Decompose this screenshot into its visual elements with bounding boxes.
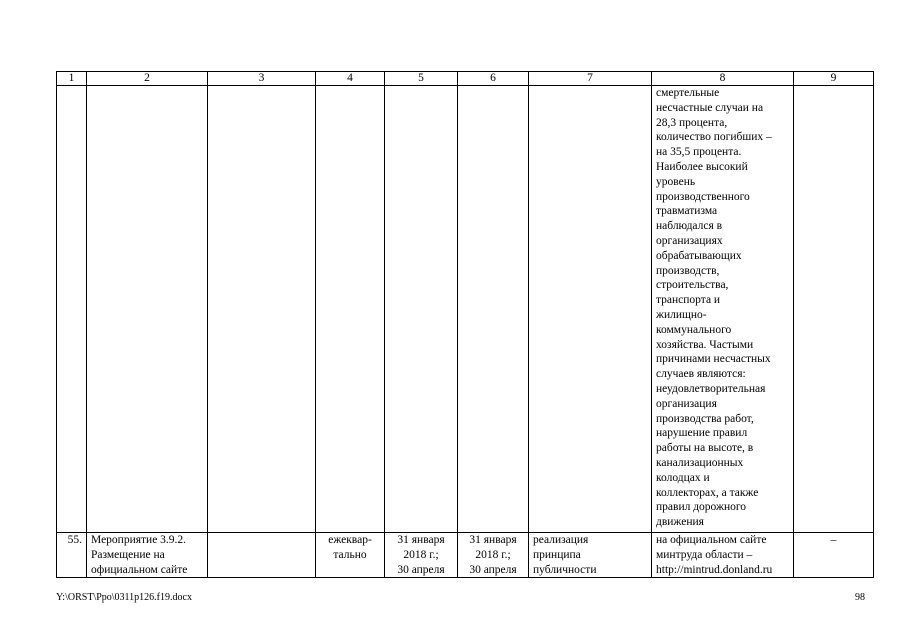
row55-col2-text [91,533,203,577]
text-line: смертельные [656,87,720,99]
row55-col7-text [533,533,647,577]
text-line: 28,3 процента, [656,116,728,129]
text-line: реализация [533,534,589,546]
text-line: жилищно- [656,308,707,321]
text-line: на официальном сайте [656,534,767,546]
row55-col5 [385,533,458,578]
text-line: производств, [656,264,720,277]
text-line: правил дорожного [656,501,747,514]
text-line: канализационных [656,456,744,469]
header-col-4: 4 [316,72,385,86]
column-number-header-row [57,72,874,86]
text-line: ежеквар- [328,534,372,546]
continuation-row [57,86,874,533]
header-col-1: 1 [57,72,87,86]
header-col-8: 8 [652,72,794,86]
text-line: количество погибших – [656,131,772,144]
cont-cell-6 [458,86,529,533]
text-line: минтруда области – [656,548,753,561]
footer-page-number: 98 [855,592,865,603]
text-line: 31 января [469,534,517,546]
text-line: производственного [656,190,750,203]
text-line: движения [656,516,704,529]
cont-cell-7 [529,86,652,533]
row55-col9: – [794,533,874,578]
row55-col8-text [656,533,789,577]
text-line: 31 января [397,534,445,546]
text-line: несчастные случаи на [656,101,764,114]
text-line: официальном сайте [91,563,188,576]
text-line: http://mintrud.donland.ru [656,563,773,576]
text-line: Мероприятие 3.9.2. [91,534,187,546]
text-line: обрабатывающих [656,249,742,262]
cont-cell-9 [794,86,874,533]
text-line: 2018 г.; [403,548,439,561]
header-col-9: 9 [794,72,874,86]
header-col-6: 6 [458,72,529,86]
cont-cell-3 [208,86,316,533]
text-line: организациях [656,234,723,247]
text-line: организация [656,397,717,410]
text-line: на 35,5 процента. [656,146,742,159]
row55-number: 55. [57,533,87,578]
row55-col8 [652,533,794,578]
row55-col3 [208,533,316,578]
footer-file-path: Y:\ORST\Ppo\0311p126.f19.docx [56,592,192,603]
table-row-55 [57,533,874,578]
text-line: производства работ, [656,412,754,425]
row55-col5-text [389,533,453,577]
header-col-5: 5 [385,72,458,86]
text-line: наблюдался в [656,220,723,233]
text-line: транспорта и [656,294,721,307]
text-line: 30 апреля [397,563,445,576]
text-line: тально [333,548,367,561]
row55-col6-text [462,533,524,577]
cont-cell-8 [652,86,794,533]
text-line: неудовлетворительная [656,382,766,395]
text-line: строительства, [656,279,729,292]
text-line: 30 апреля [469,563,517,576]
text-line: принципа [533,548,581,561]
text-line: коллекторах, а также [656,486,759,499]
header-col-3: 3 [208,72,316,86]
cont-cell-4 [316,86,385,533]
text-line: работы на высоте, в [656,442,754,455]
row55-col4 [316,533,385,578]
text-line: нарушение правил [656,427,748,440]
row55-col7 [529,533,652,578]
header-col-7: 7 [529,72,652,86]
cont-col8-text [656,86,789,530]
text-line: хозяйства. Частыми [656,338,754,351]
cont-cell-5 [385,86,458,533]
text-line: публичности [533,563,597,576]
text-line: уровень [656,175,696,188]
text-line: случаев являются: [656,368,746,381]
text-line: Наиболее высокий [656,160,748,173]
row55-col4-text [320,533,380,563]
text-line: колодцах и [656,471,710,484]
text-line: причинами несчастных [656,353,771,366]
header-col-2: 2 [87,72,208,86]
cont-cell-2 [87,86,208,533]
text-line: Размещение на [91,548,165,561]
text-line: коммунального [656,323,732,336]
text-line: 2018 г.; [475,548,511,561]
text-line: травматизма [656,205,718,218]
document-table [56,71,874,578]
cont-cell-1 [57,86,87,533]
row55-col2 [87,533,208,578]
row55-col6 [458,533,529,578]
